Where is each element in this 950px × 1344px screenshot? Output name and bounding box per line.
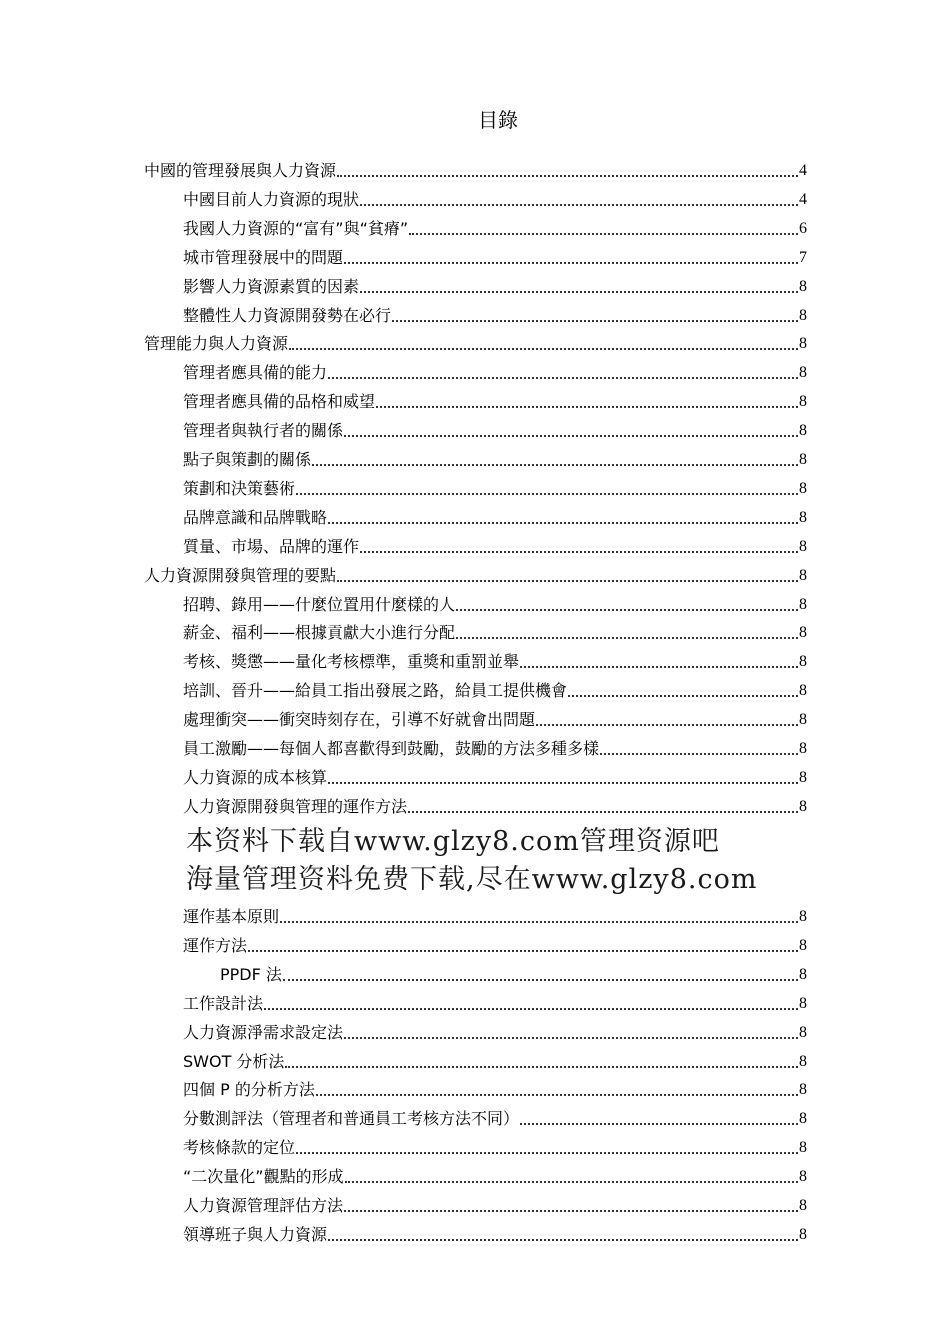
dot-leader	[328, 1224, 798, 1246]
toc-entry-title: 中國的管理發展與人力資源	[144, 161, 337, 180]
toc-entry[interactable]	[183, 507, 807, 529]
toc-entry-title: 我國人力資源的“富有”與“貧瘠”	[183, 218, 409, 238]
toc-entry[interactable]	[144, 565, 807, 587]
toc-entry-page-number: 8	[799, 936, 807, 954]
toc-entry-page-number: 8	[799, 1139, 807, 1157]
toc-entry[interactable]	[144, 333, 807, 355]
toc-entry[interactable]	[183, 305, 807, 327]
toc-entry[interactable]	[183, 247, 807, 269]
toc-entry-title: 城市管理發展中的問題	[183, 247, 344, 267]
dot-leader	[344, 1195, 798, 1217]
toc-entry-title: 整體性人力資源開發勢在必行	[183, 305, 392, 325]
dot-leader	[409, 218, 798, 240]
toc-entry[interactable]	[183, 478, 807, 500]
toc-entry[interactable]	[183, 680, 807, 702]
toc-entry-title: PPDF 法	[220, 964, 282, 984]
toc-entry-page-number: 8	[799, 335, 807, 353]
toc-entry-title: 考核、獎懲——量化考核標準，重獎和重罰並舉	[183, 652, 520, 672]
toc-entry-page-number: 8	[799, 1110, 807, 1128]
toc-entry-page-number: 8	[799, 1052, 807, 1070]
toc-entry[interactable]	[183, 594, 807, 616]
dot-leader	[328, 507, 798, 529]
toc-entry[interactable]	[183, 1079, 807, 1101]
toc-entry[interactable]	[183, 362, 807, 384]
dot-leader	[337, 160, 798, 182]
dot-leader	[520, 1108, 798, 1130]
toc-entry[interactable]	[183, 738, 807, 760]
dot-leader	[360, 536, 798, 558]
dot-leader	[345, 1166, 798, 1188]
toc-entry-title: 四個 P 的分析方法	[183, 1080, 315, 1100]
toc-entry-page-number: 8	[799, 1023, 807, 1041]
toc-entry-page-number: 8	[799, 364, 807, 382]
toc-entry-page-number: 8	[799, 1168, 807, 1186]
toc-entry-page-number: 8	[799, 393, 807, 411]
toc-entry-page-number: 8	[799, 451, 807, 468]
toc-entry-title: 人力資源開發與管理的運作方法	[183, 796, 408, 816]
dot-leader	[456, 594, 798, 616]
toc-entry-title: 培訓、晉升——給員工指出發展之路，給員工提供機會	[183, 681, 568, 701]
toc-entry-page-number: 8	[799, 1197, 807, 1214]
toc-entry-page-number: 8	[799, 306, 807, 324]
toc-entry[interactable]	[220, 964, 807, 986]
toc-entry-page-number: 8	[799, 653, 807, 671]
dot-leader	[328, 362, 798, 384]
toc-entry-page-number: 4	[799, 162, 807, 179]
dot-leader	[600, 738, 798, 760]
toc-entry-page-number: 8	[799, 508, 807, 526]
toc-entry-title: “二次量化”觀點的形成	[183, 1167, 344, 1187]
toc-entry[interactable]	[183, 1137, 807, 1159]
dot-leader	[296, 1137, 798, 1159]
toc-entry-title: 招聘、錄用——什麼位置用什麼樣的人	[183, 594, 456, 614]
toc-entry-title: 工作設計法	[183, 993, 264, 1013]
toc-entry-page-number: 8	[799, 768, 807, 786]
dot-leader	[280, 906, 798, 928]
dot-leader	[337, 565, 798, 587]
toc-entry-title: 分數測評法（管理者和普通員工考核方法不同）	[183, 1109, 520, 1129]
toc-entry[interactable]	[183, 218, 807, 240]
toc-entry[interactable]	[183, 796, 807, 818]
toc-entry[interactable]	[183, 1166, 807, 1188]
toc-entry[interactable]	[183, 1051, 807, 1073]
toc-entry-title: 領導班子與人力資源	[183, 1224, 328, 1244]
toc-entry-title: SWOT 分析法	[183, 1051, 285, 1071]
dot-leader	[360, 276, 798, 298]
toc-entry[interactable]	[183, 993, 807, 1015]
toc-entry-page-number: 6	[799, 219, 807, 237]
toc-entry-page-number: 7	[799, 248, 807, 266]
dot-leader	[456, 622, 798, 644]
toc-entry-title: 人力資源管理評估方法	[183, 1196, 344, 1215]
toc-entry-page-number: 8	[799, 965, 807, 983]
dot-leader	[408, 796, 798, 818]
toc-entry-page-number: 8	[799, 422, 807, 440]
toc-entry[interactable]	[183, 420, 807, 442]
toc-entry-page-number: 8	[799, 994, 807, 1012]
toc-entry-title: 管理者應具備的能力	[183, 363, 328, 383]
dot-leader	[392, 305, 798, 327]
toc-entry[interactable]	[183, 622, 807, 644]
toc-entry-title: 點子與策劃的關係	[183, 450, 312, 469]
dot-leader	[289, 333, 798, 355]
toc-entry-title: 考核條款的定位	[183, 1138, 296, 1158]
toc-entry-title: 人力資源淨需求設定法	[183, 1022, 344, 1042]
dot-leader	[248, 935, 798, 957]
toc-entry-title: 品牌意識和品牌戰略	[183, 507, 328, 527]
toc-entry-title: 管理者應具備的品格和威望	[183, 392, 376, 412]
toc-entry[interactable]	[183, 709, 807, 731]
toc-entry-page-number: 8	[799, 682, 807, 700]
dot-leader	[376, 391, 798, 413]
toc-entry-page-number: 8	[799, 908, 807, 925]
toc-entry[interactable]	[183, 1224, 807, 1246]
dot-leader	[536, 709, 798, 731]
toc-entry-title: 運作方法	[183, 935, 248, 955]
toc-entry-title: 薪金、福利——根據貢獻大小進行分配	[183, 623, 456, 643]
toc-entry[interactable]	[183, 1195, 807, 1217]
toc-entry[interactable]	[183, 449, 807, 471]
toc-entry-title: 管理者與執行者的關係	[183, 421, 344, 441]
toc-entry-page-number: 8	[799, 537, 807, 555]
toc-entry-title: 人力資源開發與管理的要點	[144, 565, 337, 585]
toc-entry-title: 影響人力資源素質的因素	[183, 276, 360, 296]
dot-leader	[296, 478, 798, 500]
dot-leader	[312, 449, 798, 471]
toc-entry-page-number: 8	[799, 624, 807, 642]
toc-entry-page-number: 8	[799, 479, 807, 497]
dot-leader	[360, 189, 798, 211]
dot-leader	[328, 767, 798, 789]
toc-entry[interactable]	[183, 1022, 807, 1044]
dot-leader	[316, 1079, 798, 1101]
toc-entry-title: 中國目前人力資源的現狀	[183, 189, 360, 209]
dot-leader	[264, 993, 798, 1015]
toc-entry-title: 管理能力與人力資源	[144, 334, 289, 354]
toc-entry-page-number: 8	[799, 566, 807, 584]
toc-entry[interactable]	[183, 935, 807, 957]
toc-entry-title: 員工激勵——每個人都喜歡得到鼓勵，鼓勵的方法多種多樣	[183, 739, 600, 758]
toc-entry[interactable]	[144, 160, 807, 182]
dot-leader	[285, 1051, 798, 1073]
toc-entry[interactable]	[183, 189, 807, 211]
toc-entry-page-number: 8	[799, 1081, 807, 1099]
toc-entry[interactable]	[183, 536, 807, 558]
dot-leader	[344, 420, 798, 442]
toc-entry[interactable]	[183, 906, 807, 928]
page-title: 目錄	[478, 108, 518, 132]
dot-leader	[568, 680, 798, 702]
toc-entry-title: 運作基本原則	[183, 907, 280, 926]
toc-entry[interactable]	[183, 391, 807, 413]
toc-entry[interactable]	[183, 276, 807, 298]
toc-entry-title: 策劃和決策藝術	[183, 478, 296, 498]
toc-entry-page-number: 8	[799, 277, 807, 295]
toc-entry-page-number: 8	[799, 711, 807, 729]
toc-entry-title: 處理衝突——衝突時刻存在，引導不好就會出問題	[183, 710, 536, 730]
dot-leader	[520, 651, 798, 673]
toc-entry[interactable]	[183, 767, 807, 789]
toc-entry-title: 人力資源的成本核算	[183, 767, 328, 787]
dot-leader	[283, 964, 798, 986]
watermark-line-1: 本资料下载自www.glzy8.com管理资源吧	[186, 826, 720, 857]
toc-entry[interactable]	[183, 651, 807, 673]
toc-entry-title: 質量、市場、品牌的運作	[183, 536, 360, 556]
watermark-line-2: 海量管理资料免费下载,尽在www.glzy8.com	[186, 864, 758, 895]
toc-entry-page-number: 8	[799, 740, 807, 757]
dot-leader	[344, 247, 798, 269]
toc-entry[interactable]	[183, 1108, 807, 1130]
dot-leader	[344, 1022, 798, 1044]
toc-entry-page-number: 4	[799, 190, 807, 208]
toc-entry-page-number: 8	[799, 797, 807, 815]
toc-entry-page-number: 8	[799, 1225, 807, 1243]
toc-entry-page-number: 8	[799, 595, 807, 613]
